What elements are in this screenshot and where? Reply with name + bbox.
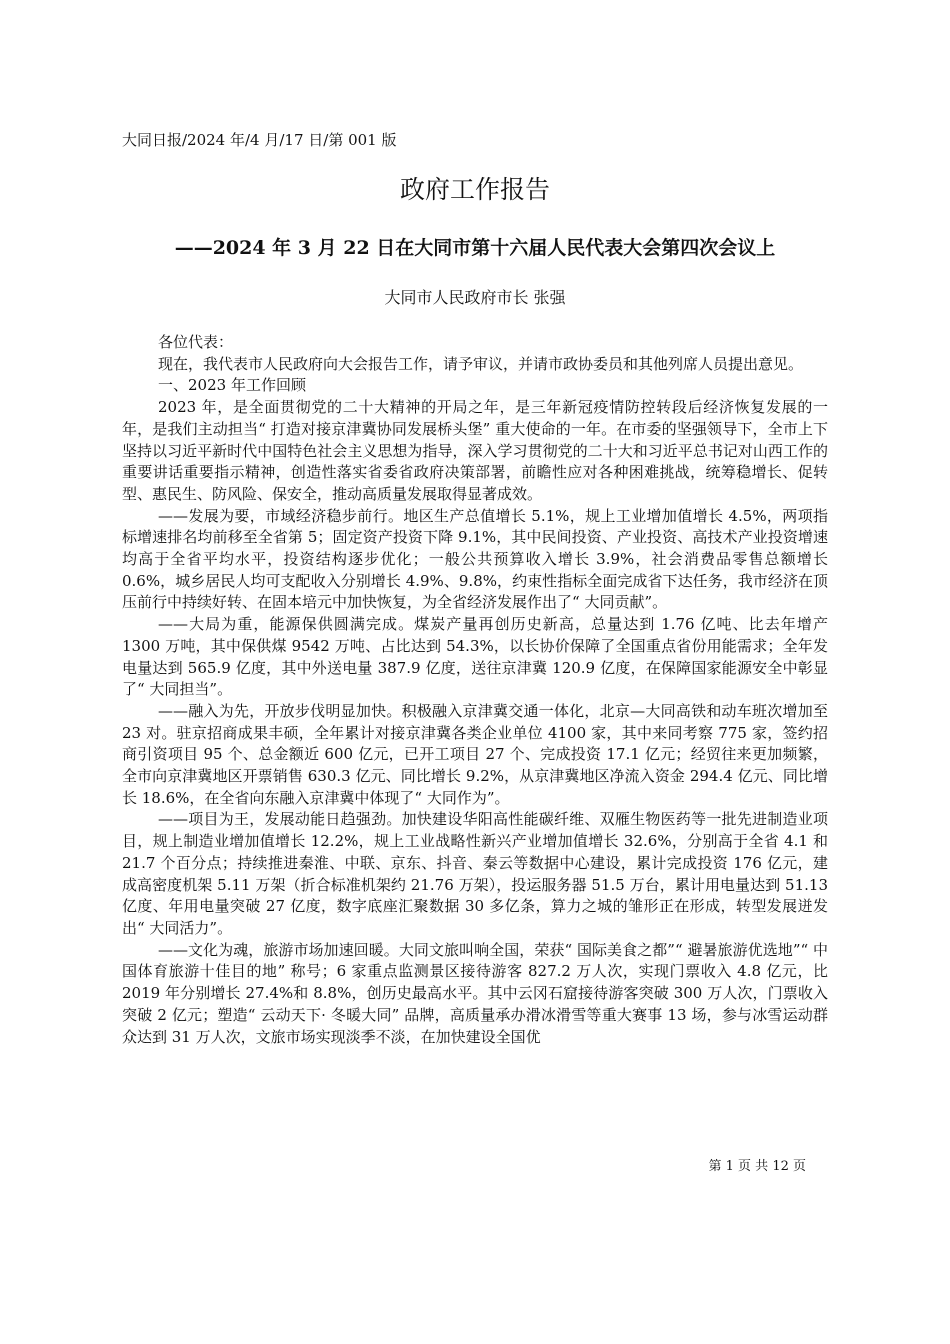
body-paragraph: 2023 年，是全面贯彻党的二十大精神的开局之年，是三年新冠疫情防控转段后经济恢复发展的一年，是我们主动担当“ 打造对接京津冀协同发展桥头堡” 重大使命的一年。在市委的坚强领导下，全市上下坚持以习近平新时代中国特色社会主义思想为指导，深入学习贯彻党的二十大和习近平总书记对山西工作的重要讲话重要指示精神，创造性落实省委省政府决策部署，前瞻性应对各种困难挑战，统筹稳增长、促转型、惠民生、防风险、保安全，推动高质量发展取得显著成效。 [122, 398, 828, 503]
body-paragraph: ——发展为要，市域经济稳步前行。地区生产总值增长 5.1%，规上工业增加值增长 4.5%，两项指标增速排名均前移至全省第 5；固定资产投资下降 9.1%，其中民间投资、产业投资、高技术产业投资增速均高于全省平均水平，投资结构逐步优化；一般公共预算收入增长 3.9%，社会消费品零售总额增长 0.6%，城乡居民人均可支配收入分别增长 4.9%、9.8%，约束性指标全面完成省下达任务，我市经济在顶压前行中持续好转、在固本培元中加快恢复，为全省经济发展作出了“ 大同贡献”。 [122, 506, 828, 612]
document-title: 政府工作报告 [399, 175, 550, 204]
page-number: 第 1 页 共 12 页 [708, 1159, 806, 1174]
body-paragraph: ——融入为先，开放步伐明显加快。积极融入京津冀交通一体化，北京—大同高铁和动车班次增加至 23 对。驻京招商成果丰硕，全年累计对接京津冀各类企业单位 4100 家，其中来同考察 775 家，签约招商引资项目 95 个、总金额近 600 亿元，已开工项目 27 个、完成投资 17.1 亿元；经贸往来更加频繁，全市向京津冀地区开票销售 630.3 亿元、同比增长 9.2%，从京津冀地区净流入资金 294.4 亿元、同比增长 18.6%，在全省向东融入京津冀中体现了“ 大同作为”。 [122, 701, 828, 807]
body-paragraph: ——项目为王，发展动能日趋强劲。加快建设华阳高性能碳纤维、双雁生物医药等一批先进制造业项目，规上制造业增加值增长 12.2%，规上工业战略性新兴产业增加值增长 32.6%，分别高于全省 4.1 和 21.7 个百分点；持续推进秦淮、中联、京东、抖音、秦云等数据中心建设，累计完成投资 176 亿元，建成高密度机架 5.11 万架（折合标准机架约 21.76 万架），投运服务器 51.5 万台，累计用电量达到 51.13 亿度、年用电量突破 27 亿度，数字底座汇聚数据 30 多亿条，算力之城的雏形正在形成，转型发展迸发出“ 大同活力”。 [122, 810, 828, 937]
body-paragraph: 现在，我代表市人民政府向大会报告工作，请予审议，并请市政协委员和其他列席人员提出意见。 [158, 354, 804, 373]
source-line: 大同日报/2024 年/4 月/17 日/第 001 版 [122, 131, 397, 149]
body-paragraph: ——文化为魂，旅游市场加速回暖。大同文旅叫响全国，荣获“ 国际美食之都”“ 避暑旅游优选地”“ 中国体育旅游十佳目的地” 称号；6 家重点监测景区接待游客 827.2 万人次，实现门票收入 4.8 亿元，比 2019 年分别增长 27.4%和 8.8%，创历史最高水平。其中云冈石窟接待游客突破 300 万人次，门票收入突破 2 亿元；塑造“ 云动天下· 冬暖大同” 品牌，高质量承办滑冰滑雪等重大赛事 13 场，参与冰雪运动群众达到 31 万人次，文旅市场实现淡季不淡，在加快建设全国优 [122, 940, 828, 1046]
document-body [122, 332, 828, 1048]
section-heading: 一、2023 年工作回顾 [158, 376, 306, 395]
salutation: 各位代表： [158, 333, 234, 351]
body-paragraph: ——大局为重，能源保供圆满完成。煤炭产量再创历史新高，总量达到 1.76 亿吨、比去年增产 1300 万吨，其中保供煤 9542 万吨、占比达到 54.3%，以长协价保障了全国重点省份用能需求；全年发电量达到 565.9 亿度，其中外送电量 387.9 亿度，送往京津冀 120.9 亿度，在保障国家能源安全中彰显了“ 大同担当”。 [122, 615, 828, 699]
author-line: 大同市人民政府市长 张强 [384, 288, 566, 307]
document-subtitle: ——2024 年 3 月 22 日在大同市第十六届人民代表大会第四次会议上 [174, 237, 776, 259]
